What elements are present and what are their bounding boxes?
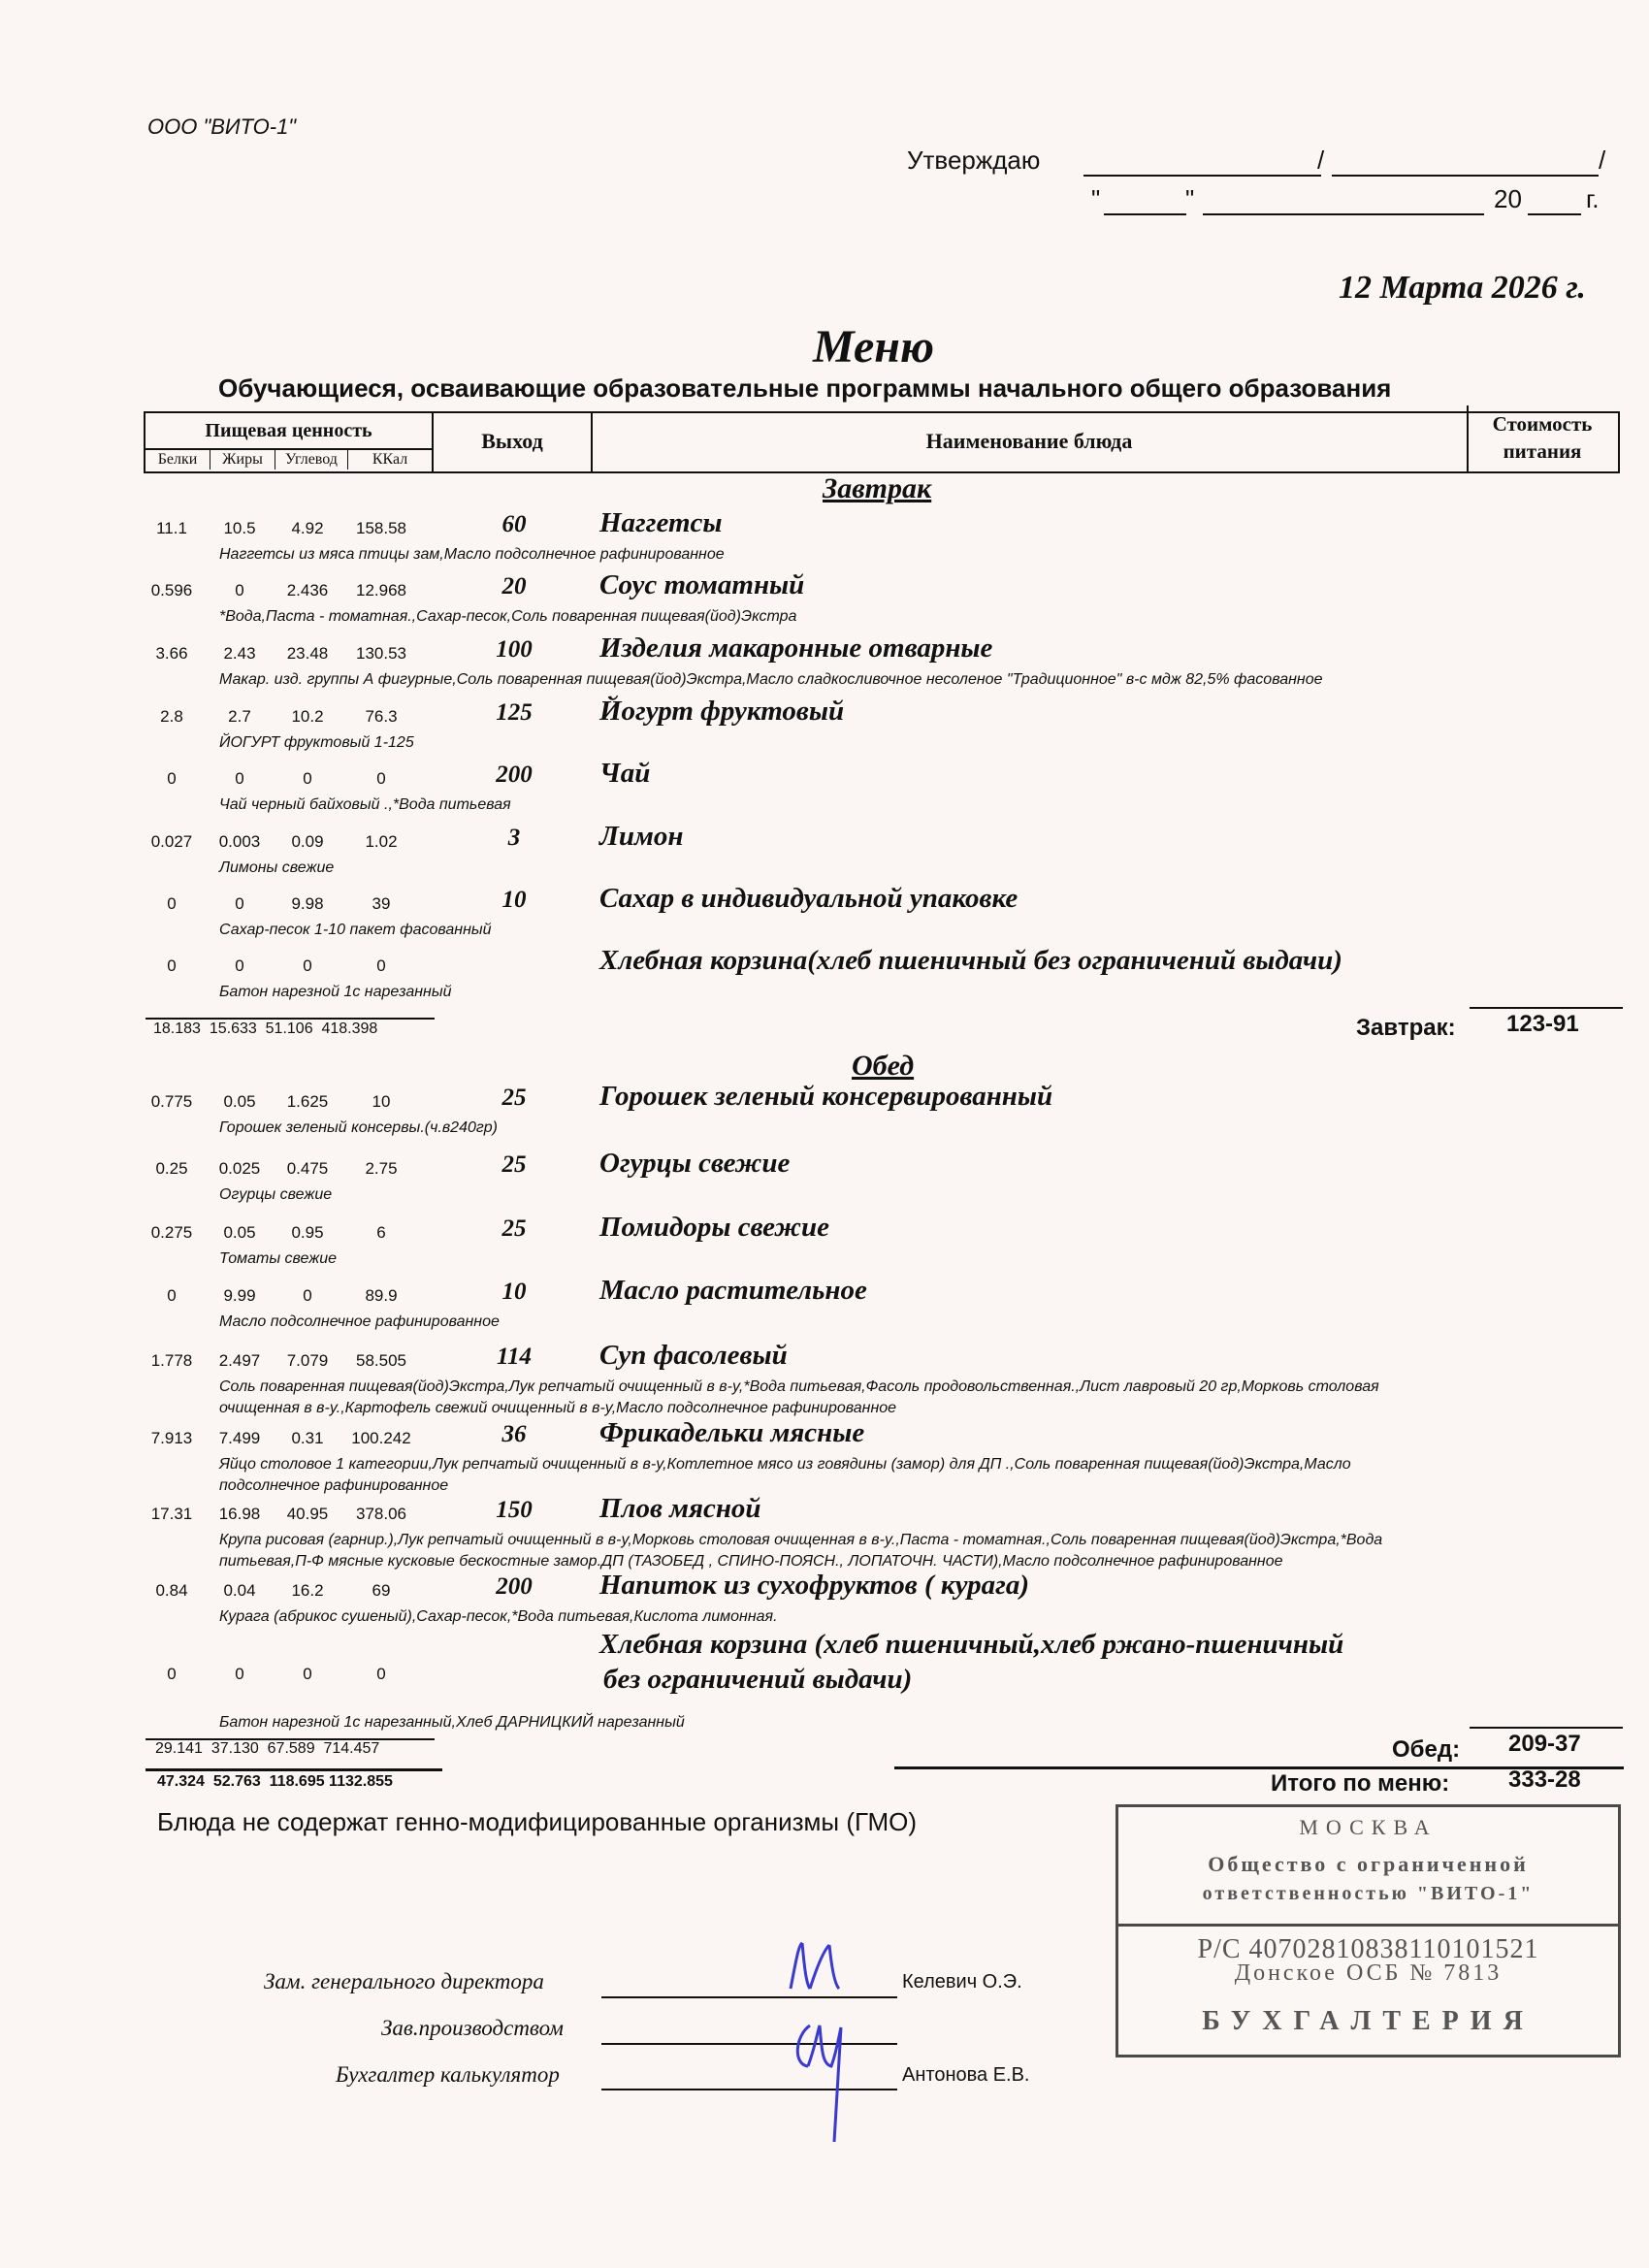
dish-name: Хлебная корзина(хлеб пшеничный без ограничений выдачи)	[599, 945, 1342, 976]
dish-ingredients: Яйцо столовое 1 категории,Лук репчатый очищенный в в-у,Котлетное мясо из говядины (замор) для ДП .,Соль поваренная пищевая(йод)Экстра,Масло	[219, 1456, 1351, 1473]
header-col-protein: Белки	[146, 450, 210, 470]
nutrition-value: 2.75	[365, 1159, 398, 1178]
output-weight: 10	[501, 887, 527, 913]
header-cost: Стоимость питания	[1492, 412, 1593, 463]
grand-sum: 333-28	[1508, 1766, 1581, 1793]
output-weight: 114	[496, 1344, 533, 1370]
dish-ingredients: Горошек зеленый консервы.(ч.в240гр)	[219, 1119, 498, 1136]
nutrition-value: 0	[235, 894, 244, 913]
dish-ingredients-line-2: очищенная в в-у.,Картофель свежий очищенный в в-у,Масло подсолнечное рафинированное	[219, 1400, 897, 1416]
nutrition-value: 9.99	[223, 1286, 256, 1305]
nutrition-value: 0	[167, 894, 177, 913]
nutrition-value: 0	[235, 581, 244, 599]
nutrition-value: 10.5	[223, 519, 256, 537]
nutrition-value: 0	[376, 1665, 386, 1683]
signature-line-1	[601, 1996, 897, 1998]
nutrition-value: 0	[167, 769, 177, 788]
approve-day-line	[1104, 213, 1186, 215]
nutrition-value: 7.499	[218, 1429, 261, 1447]
nutrition-value: 9.98	[291, 894, 324, 913]
dish-name: Напиток из сухофруктов ( курага)	[599, 1570, 1029, 1601]
nutrition-value: 0	[235, 1665, 244, 1683]
dish-ingredients: Крупа рисовая (гарнир.),Лук репчатый очищенный в в-у,Морковь столовая очищенная в в-у.,Паста - томатная.,Соль поваренная пищевая(йод)Экстра,*Вода	[219, 1532, 1383, 1548]
nutrition-value: 10	[372, 1092, 391, 1111]
lunch-title: Обед	[852, 1050, 915, 1082]
grand-sum-label: Итого по меню:	[1271, 1770, 1450, 1797]
breakfast-sum-label: Завтрак:	[1356, 1015, 1456, 1041]
approve-line-1	[1083, 175, 1321, 177]
dish-ingredients: Чай черный байховый .,*Вода питьевая	[219, 796, 511, 813]
dish-ingredients-line-2: подсолнечное рафинированное	[219, 1477, 449, 1494]
dish-ingredients: *Вода,Паста - томатная.,Сахар-песок,Соль поваренная пищевая(йод)Экстра	[219, 608, 797, 625]
nutrition-value: 0.84	[155, 1581, 188, 1600]
output-weight: 20	[501, 573, 527, 599]
nutrition-value: 1.625	[286, 1092, 329, 1111]
nutrition-value: 0	[167, 956, 177, 975]
dish-name: Изделия макаронные отварные	[599, 632, 993, 664]
output-weight: 25	[501, 1151, 527, 1178]
output-weight: 200	[496, 761, 533, 788]
header-col-kcal: ККал	[372, 451, 408, 468]
lunch-sum-line	[1470, 1727, 1623, 1729]
dish-ingredients: Лимоны свежие	[219, 859, 335, 876]
nutrition-value: 0.596	[150, 581, 193, 599]
header-col-fat: Жиры	[210, 450, 275, 470]
dish-name: Наггетсы	[599, 507, 723, 538]
signature-person-3: Антонова Е.В.	[902, 2064, 1030, 2086]
stamp-account: Р/С 40702810838110101521	[1118, 1924, 1618, 1965]
header-output: Выход	[481, 429, 543, 453]
nutrition-value: 2.497	[218, 1351, 261, 1370]
nutrition-value: 0	[235, 956, 244, 975]
signature-person-1: Келевич О.Э.	[902, 1971, 1022, 1993]
stamp-line-2: ответственностью "ВИТО-1"	[1202, 1883, 1535, 1904]
approve-line-2	[1332, 175, 1599, 177]
nutrition-value: 0	[376, 769, 386, 788]
output-weight: 10	[501, 1279, 527, 1305]
nutrition-value: 23.48	[286, 644, 329, 663]
dish-name: Чай	[599, 758, 651, 789]
org-name: ООО "ВИТО-1"	[147, 114, 297, 139]
approve-label: Утверждаю	[907, 146, 1041, 175]
header-col-carb: Углевод	[275, 450, 348, 470]
grand-totals: 47.324 52.763 118.695 1132.855	[157, 1773, 393, 1790]
approve-year-suffix: г.	[1586, 184, 1600, 213]
nutrition-value: 0	[303, 1286, 312, 1305]
output-weight: 125	[496, 699, 533, 726]
output-weight: 25	[501, 1085, 527, 1111]
dish-name: Соус томатный	[599, 569, 805, 600]
nutrition-value: 0	[303, 956, 312, 975]
signature-role-2: Зав.производством	[381, 2016, 564, 2040]
approve-year-line	[1528, 213, 1581, 215]
nutrition-value: 2.436	[286, 581, 329, 599]
nutrition-value: 69	[372, 1581, 391, 1600]
nutrition-value: 0	[376, 956, 386, 975]
grand-totals-line	[146, 1768, 442, 1771]
dish-ingredients: Макар. изд. группы А фигурные,Соль поваренная пищевая(йод)Экстра,Масло сладкосливочное несоленое "Традиционное" в-с мдж 82,5% фасованное	[219, 671, 1323, 688]
nutrition-value: 100.242	[351, 1429, 411, 1447]
dish-ingredients: Курага (абрикос сушеный),Сахар-песок,*Вода питьевая,Кислота лимонная.	[219, 1608, 778, 1625]
dish-ingredients: Масло подсолнечное рафинированное	[219, 1313, 500, 1330]
nutrition-value: 0.31	[291, 1429, 324, 1447]
dish-name: Фрикадельки мясные	[599, 1417, 865, 1448]
signature-mark-1	[781, 1935, 849, 2003]
stamp-dept: БУХГАЛТЕРИЯ	[1202, 2006, 1535, 2036]
stamp-line-1: Общество с ограниченной	[1208, 1852, 1529, 1876]
nutrition-value: 0.25	[155, 1159, 188, 1178]
dish-name: Сахар в индивидуальной упаковке	[599, 883, 1018, 914]
dish-name: Огурцы свежие	[599, 1148, 791, 1179]
dish-ingredients: Батон нарезной 1с нарезанный	[219, 984, 452, 1000]
nutrition-value: 0.05	[223, 1092, 256, 1111]
signature-role-3: Бухгалтер калькулятор	[336, 2062, 560, 2087]
header-dish-name: Наименование блюда	[925, 429, 1133, 453]
dish-name: Суп фасолевый	[599, 1340, 788, 1371]
gmo-note: Блюда не содержат генно-модифицированные организмы (ГМО)	[157, 1807, 917, 1836]
nutrition-value: 0.275	[150, 1223, 193, 1242]
breakfast-title: Завтрак	[823, 472, 932, 504]
nutrition-value: 2.43	[223, 644, 256, 663]
header-nutrition: Пищевая ценность	[205, 419, 372, 441]
signature-role-1: Зам. генерального директора	[264, 1969, 544, 1993]
nutrition-value: 12.968	[356, 581, 406, 599]
nutrition-value: 39	[372, 894, 391, 913]
dish-ingredients: ЙОГУРТ фруктовый 1-125	[219, 734, 414, 751]
output-weight: 150	[496, 1497, 533, 1523]
company-stamp	[1116, 1804, 1621, 2057]
nutrition-value: 0.04	[223, 1581, 256, 1600]
nutrition-value: 0.775	[150, 1092, 193, 1111]
nutrition-value: 7.913	[150, 1429, 193, 1447]
nutrition-value: 130.53	[356, 644, 406, 663]
output-weight: 36	[501, 1421, 527, 1447]
output-weight: 60	[501, 511, 527, 537]
nutrition-value: 40.95	[286, 1505, 329, 1523]
nutrition-value: 0.09	[291, 832, 324, 851]
dish-ingredients: Соль поваренная пищевая(йод)Экстра,Лук репчатый очищенный в в-у,*Вода питьевая,Фасоль продовольственная.,Лист лавровый 20 гр,Морковь столовая	[219, 1378, 1379, 1395]
output-weight: 100	[496, 636, 533, 663]
nutrition-value: 89.9	[365, 1286, 398, 1305]
nutrition-value: 10.2	[291, 707, 324, 726]
dish-ingredients: Наггетсы из мяса птицы зам,Масло подсолнечное рафинированное	[219, 546, 725, 563]
dish-name: Йогурт фруктовый	[599, 696, 845, 727]
nutrition-value: 76.3	[365, 707, 398, 726]
nutrition-value: 378.06	[356, 1505, 406, 1523]
nutrition-value: 0.027	[150, 832, 193, 851]
page-subtitle: Обучающиеся, осваивающие образовательные программы начального общего образования	[218, 373, 1392, 403]
nutrition-value: 0.95	[291, 1223, 324, 1242]
dish-ingredients-line-2: питьевая,П-Ф мясные кусковые бескостные замор.ДП (ТАЗОБЕД , СПИНО-ПОЯСН., ЛОПАТОЧН. ЧАСТИ),Масло подсолнечное рафинированное	[219, 1553, 1283, 1570]
nutrition-value: 17.31	[150, 1505, 193, 1523]
nutrition-value: 2.7	[228, 707, 251, 726]
nutrition-value: 16.98	[218, 1505, 261, 1523]
nutrition-value: 158.58	[356, 519, 406, 537]
approve-quote-open: "	[1091, 184, 1101, 213]
nutrition-value: 0.025	[218, 1159, 261, 1178]
nutrition-value: 0	[167, 1665, 177, 1683]
dish-ingredients: Томаты свежие	[219, 1250, 338, 1267]
menu-date: 12 Марта 2026 г.	[1339, 270, 1586, 306]
nutrition-value: 3.66	[155, 644, 188, 663]
dish-ingredients: Батон нарезной 1с нарезанный,Хлеб ДАРНИЦКИЙ нарезанный	[219, 1714, 685, 1731]
nutrition-value: 0.475	[286, 1159, 329, 1178]
nutrition-value: 58.505	[356, 1351, 406, 1370]
stamp-bank: Донское ОСБ № 7813	[1234, 1960, 1503, 1986]
dish-ingredients: Сахар-песок 1-10 пакет фасованный	[219, 922, 492, 938]
page-title: Меню	[813, 321, 934, 373]
lunch-totals: 29.141 37.130 67.589 714.457	[155, 1740, 380, 1757]
approve-year: 20	[1494, 184, 1522, 213]
dish-name: Помидоры свежие	[599, 1212, 829, 1243]
nutrition-value: 0	[167, 1286, 177, 1305]
nutrition-value: 0	[303, 1665, 312, 1683]
approve-month-line	[1203, 213, 1484, 215]
nutrition-value: 1.02	[365, 832, 398, 851]
nutrition-value: 7.079	[286, 1351, 329, 1370]
breakfast-totals-line	[146, 1018, 435, 1020]
nutrition-value: 4.92	[291, 519, 324, 537]
nutrition-value: 11.1	[156, 519, 187, 537]
nutrition-value: 1.778	[150, 1351, 193, 1370]
breakfast-sum-line	[1470, 1007, 1623, 1009]
signature-mark-2	[781, 2006, 858, 2152]
approve-quote-close: "	[1185, 184, 1195, 213]
nutrition-value: 0	[303, 769, 312, 788]
dish-name: Горошек зеленый консервированный	[599, 1081, 1053, 1112]
dish-ingredients: Огурцы свежие	[219, 1186, 333, 1203]
breakfast-totals: 18.183 15.633 51.106 418.398	[153, 1021, 378, 1037]
breakfast-sum: 123-91	[1506, 1011, 1579, 1037]
nutrition-value: 2.8	[160, 707, 183, 726]
nutrition-value: 0.003	[218, 832, 261, 851]
nutrition-value: 0	[235, 769, 244, 788]
approve-sep-1: /	[1317, 146, 1325, 175]
dish-name: Лимон	[599, 821, 684, 852]
output-weight: 3	[507, 825, 521, 851]
nutrition-value: 0.05	[223, 1223, 256, 1242]
approve-sep-2: /	[1599, 146, 1606, 175]
dish-name: Плов мясной	[599, 1493, 761, 1524]
nutrition-value: 6	[376, 1223, 386, 1242]
output-weight: 200	[496, 1573, 533, 1600]
lunch-sum: 209-37	[1508, 1731, 1581, 1757]
nutrition-value: 16.2	[291, 1581, 324, 1600]
stamp-city: МОСКВА	[1299, 1815, 1438, 1839]
output-weight: 25	[501, 1215, 527, 1242]
dish-name: Хлебная корзина (хлеб пшеничный,хлеб ржано-пшеничный	[599, 1629, 1344, 1660]
dish-name-line-2: без ограничений выдачи)	[603, 1664, 913, 1695]
dish-name: Масло растительное	[599, 1275, 867, 1306]
lunch-sum-label: Обед:	[1392, 1736, 1461, 1763]
